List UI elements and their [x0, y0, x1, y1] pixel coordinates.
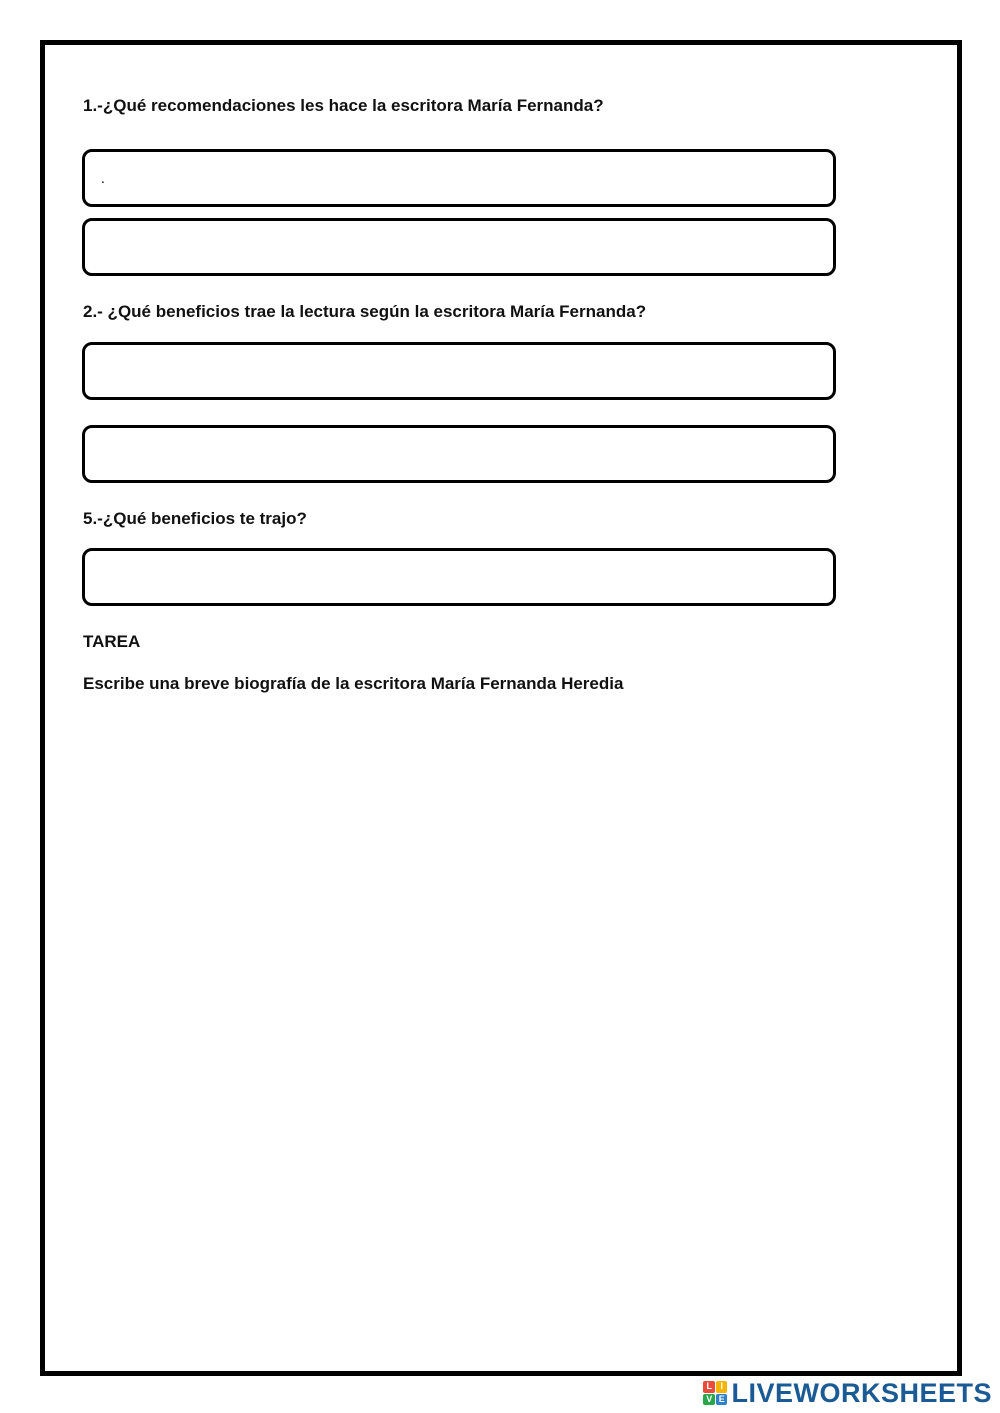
- answer-1a-field[interactable]: [82, 149, 836, 207]
- brand-name: LIVEWORKSHEETS: [731, 1377, 992, 1408]
- answer-2a-field[interactable]: [82, 342, 836, 400]
- question-2: 2.- ¿Qué beneficios trae la lectura según la escritora María Fernanda?: [83, 302, 647, 321]
- logo-letter-e: E: [716, 1394, 728, 1406]
- logo-letter-l: L: [703, 1381, 715, 1393]
- liveworksheets-logo: [703, 1378, 992, 1408]
- homework-title: TAREA: [83, 632, 141, 651]
- logo-letter-i: I: [716, 1381, 728, 1393]
- question-5: 5.-¿Qué beneficios te trajo?: [83, 509, 307, 528]
- liveworksheets-logo-icon: [703, 1381, 727, 1405]
- homework-instruction: Escribe una breve biografía de la escritora María Fernanda Heredia: [83, 674, 624, 693]
- logo-letter-v: V: [703, 1394, 715, 1406]
- answer-1b-field[interactable]: [82, 218, 836, 276]
- answer-5-field[interactable]: [82, 548, 836, 606]
- question-1: 1.-¿Qué recomendaciones les hace la escritora María Fernanda?: [83, 96, 604, 115]
- answer-2b-field[interactable]: [82, 425, 836, 483]
